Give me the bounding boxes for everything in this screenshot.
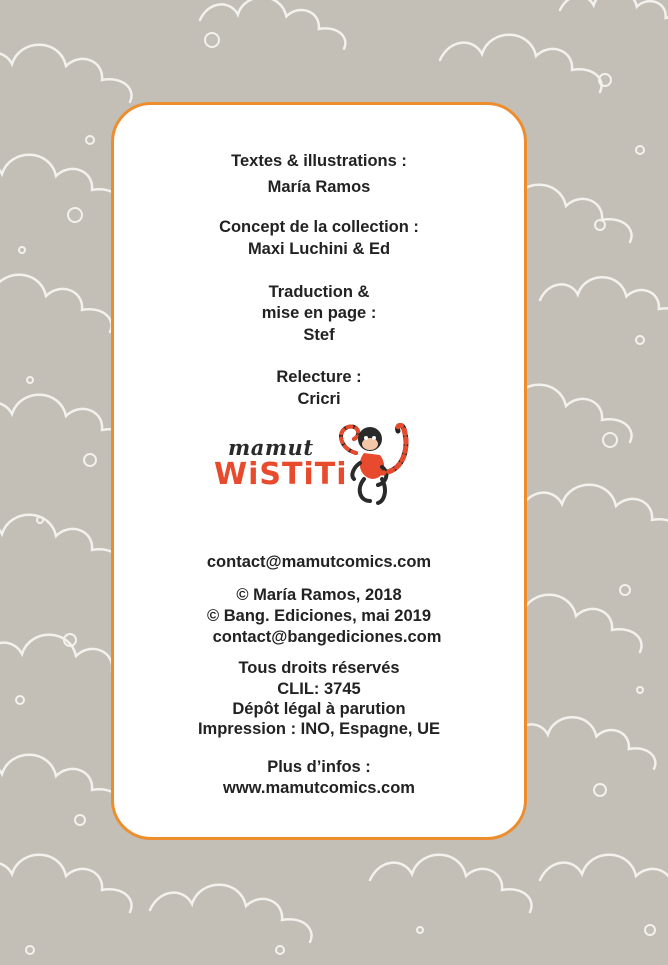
legal-rights: Tous droits réservés [238,659,400,677]
cloud-outline [560,0,668,36]
bubble-outline [86,136,94,144]
bubble-outline [75,815,85,825]
contact-email-mamut: contact@mamutcomics.com [206,553,432,571]
bubble-outline [637,687,643,693]
credits-card [111,102,527,840]
bubble-outline [276,946,284,954]
bubble-outline [68,208,82,222]
cloud-outline [0,755,122,812]
cloud-outline [370,855,532,912]
credit-role-concept: Concept de la collection : [219,218,419,236]
bubble-outline [636,146,644,154]
credit-name-translation: Stef [303,326,335,344]
bubble-outline [27,377,33,383]
copyright-publisher: © Bang. Ediciones, mai 2019 [207,607,431,625]
bubble-outline [636,336,644,344]
bubble-outline [594,784,606,796]
copyright-author: © María Ramos, 2018 [236,586,402,604]
more-info-label: Plus d’infos : [267,758,371,776]
cloud-outline [510,717,655,769]
more-info-url: www.mamutcomics.com [223,779,415,797]
mamut-wistiti-logo [208,423,428,513]
cloud-outline [0,855,132,912]
credit-role-text: Textes & illustrations : [231,152,407,170]
cloud-outline [0,45,132,102]
cloud-outline [520,485,668,542]
cloud-outline [540,277,668,329]
contact-email-bang: contact@bangediciones.com [212,628,442,646]
bubble-outline [595,220,605,230]
credit-name-proofreading: Cricri [297,390,341,408]
logo-wistiti-text: WiSTiTi [214,457,348,492]
cloud-outline [540,855,668,912]
bubble-outline [417,927,423,933]
bubble-outline [26,946,34,954]
cloud-outline [0,155,122,212]
cloud-outline [440,35,602,92]
monkey-icon [326,423,426,513]
legal-impression: Impression : INO, Espagne, UE [197,720,441,738]
credit-role-proofreading: Relecture : [276,368,362,386]
bubble-outline [620,585,630,595]
bubble-outline [84,454,96,466]
bubble-outline [645,925,655,935]
credit-name-author: María Ramos [267,178,371,196]
cloud-outline [200,0,345,49]
credit-role-translation: Traduction & [268,283,370,301]
bubble-outline [16,696,24,704]
legal-depot: Dépôt légal à parution [232,700,406,718]
logo-mamut-text: mamut [228,435,314,460]
cloud-outline [0,515,122,572]
cloud-outline [150,885,312,942]
legal-clil: CLIL: 3745 [277,680,361,698]
bubble-outline [603,433,617,447]
bubble-outline [205,33,219,47]
bubble-outline [19,247,25,253]
bubble-outline [37,517,43,523]
credit-role-layout: mise en page : [261,304,377,322]
cloud-outline [0,275,112,332]
credit-name-concept: Maxi Luchini & Ed [247,240,391,258]
